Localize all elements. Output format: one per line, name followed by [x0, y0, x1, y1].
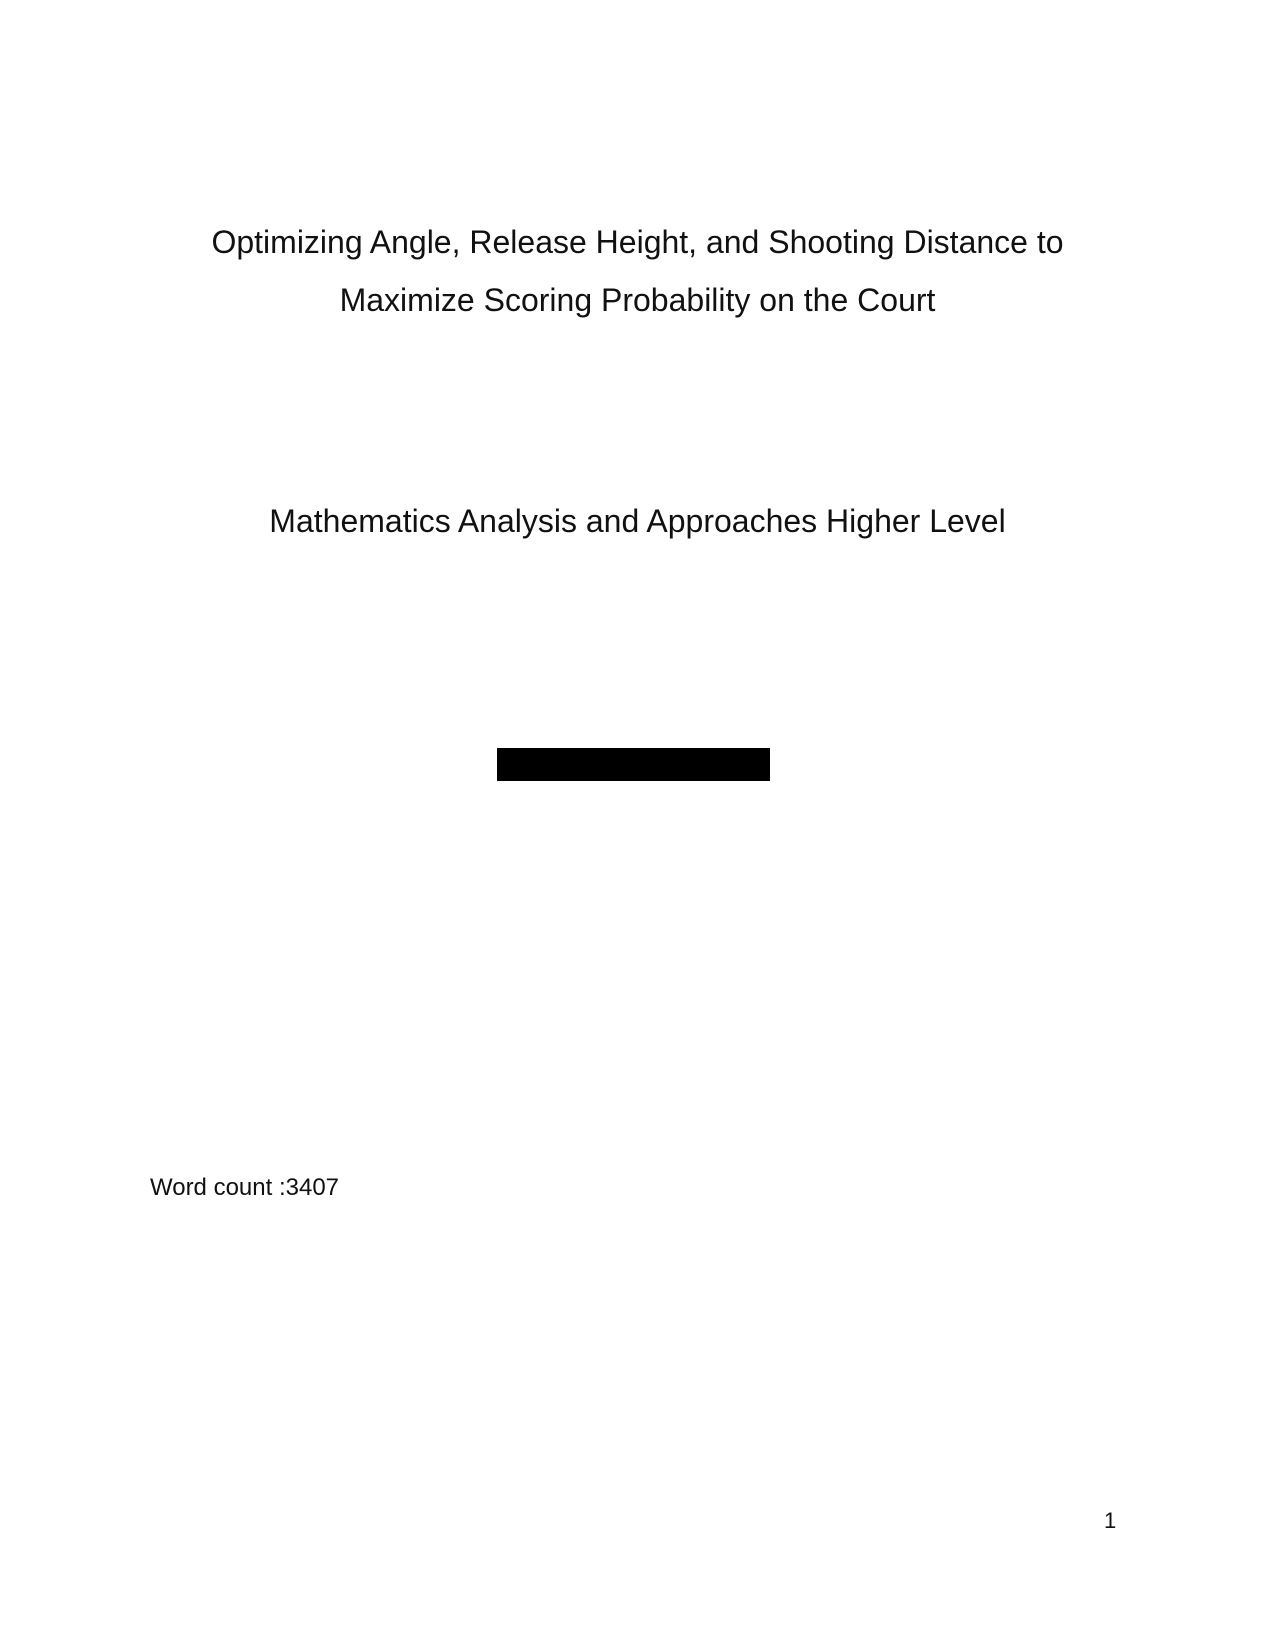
page-number: 1 — [1104, 1508, 1117, 1533]
essay-title-line: Optimizing Angle, Release Height, and Shooting Distance to — [211, 224, 1064, 260]
course-name: Mathematics Analysis and Approaches Higher Level — [269, 503, 1006, 539]
essay-title — [0, 213, 1275, 329]
redacted-block — [497, 748, 770, 781]
essay-title-line: Maximize Scoring Probability on the Court — [339, 282, 936, 318]
word-count: Word count :3407 — [150, 1174, 340, 1201]
